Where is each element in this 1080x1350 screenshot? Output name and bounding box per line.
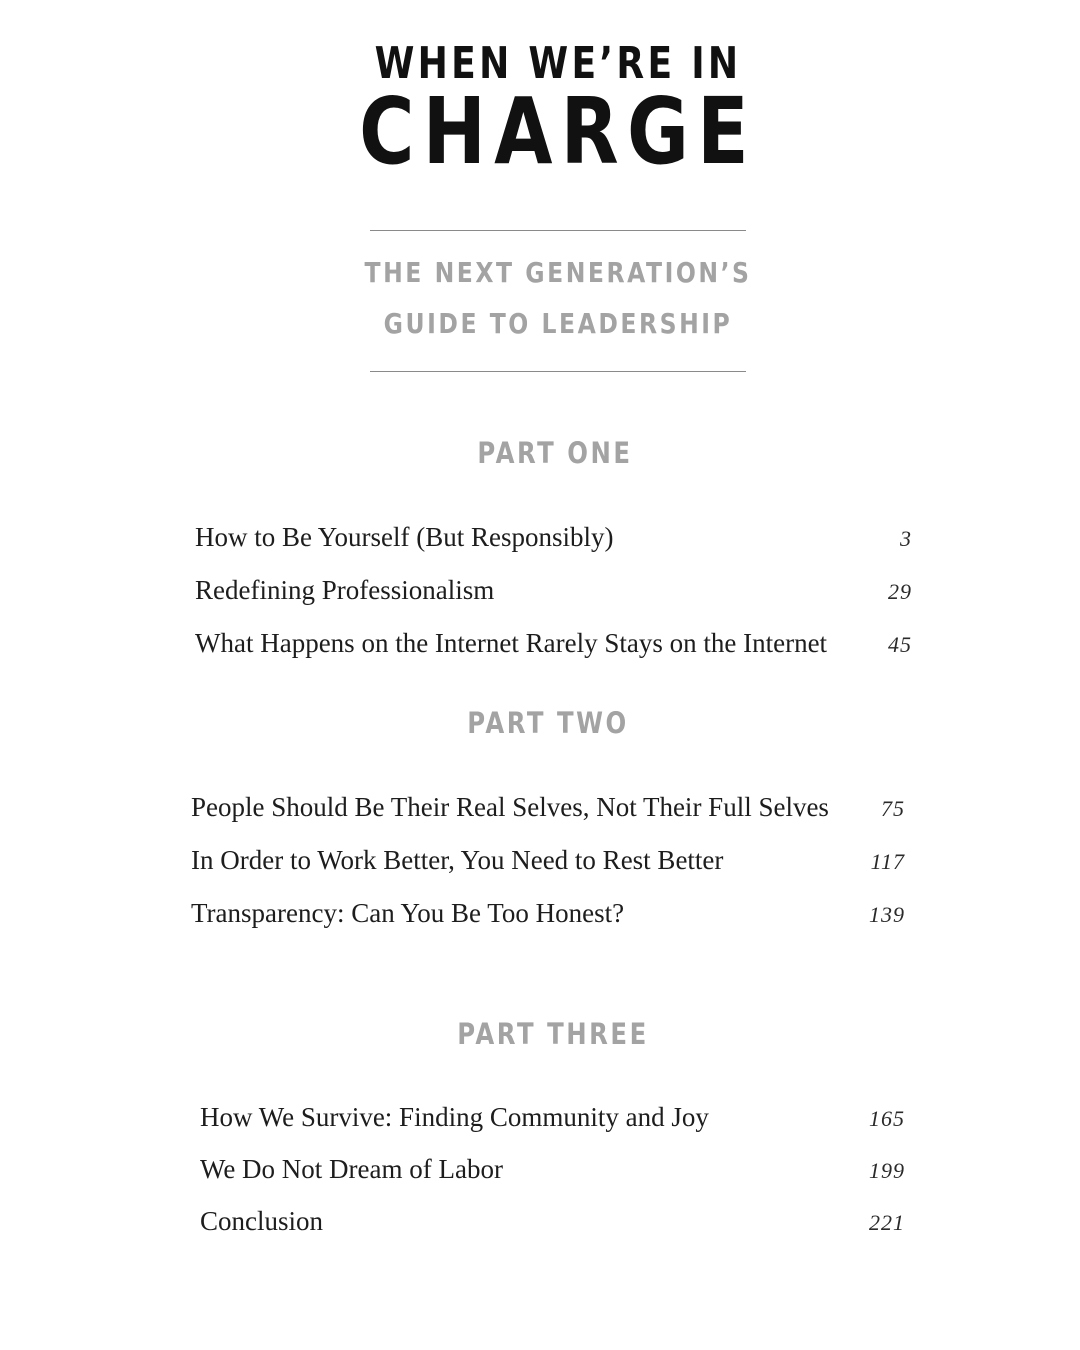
- subtitle-line-2: GUIDE TO LEADERSHIP: [383, 307, 733, 340]
- toc-entry[interactable]: [195, 623, 912, 663]
- chapter-page-number: 165: [869, 1106, 905, 1131]
- toc-entry[interactable]: [200, 1201, 905, 1241]
- chapter-title: How to Be Yourself (But Responsibly): [195, 522, 614, 552]
- chapter-title: What Happens on the Internet Rarely Stays on the Internet: [195, 628, 828, 658]
- chapter-page-number: 221: [869, 1210, 905, 1235]
- chapter-page-number: 117: [870, 849, 905, 874]
- chapter-page-number: 199: [869, 1158, 905, 1183]
- part-three-heading: PART THREE: [457, 1017, 649, 1051]
- chapter-title: How We Survive: Finding Community and Joy: [200, 1102, 709, 1132]
- chapter-page-number: 139: [869, 902, 905, 927]
- part-two-heading: PART TWO: [467, 706, 629, 740]
- toc-entry[interactable]: [200, 1097, 905, 1137]
- book-title-line-2: CHARGE: [359, 78, 757, 185]
- chapter-title: Conclusion: [200, 1206, 324, 1236]
- toc-entry[interactable]: [191, 840, 905, 880]
- chapter-page-number: 29: [888, 579, 912, 604]
- subtitle-line-1: THE NEXT GENERATION’S: [364, 256, 752, 289]
- chapter-title: In Order to Work Better, You Need to Rest Better: [191, 845, 724, 875]
- toc-entry[interactable]: [200, 1149, 905, 1189]
- top-divider: [370, 230, 746, 231]
- bottom-divider: [370, 371, 746, 372]
- toc-entry[interactable]: [191, 787, 905, 827]
- chapter-page-number: 75: [881, 796, 905, 821]
- toc-entry[interactable]: [191, 893, 905, 933]
- book-title-line-1: WHEN WE’RE IN: [374, 38, 742, 89]
- chapter-page-number: 45: [888, 632, 912, 657]
- chapter-title: People Should Be Their Real Selves, Not Their Full Selves: [191, 792, 829, 822]
- chapter-title: We Do Not Dream of Labor: [200, 1154, 503, 1184]
- chapter-title: Transparency: Can You Be Too Honest?: [191, 898, 625, 928]
- part-one-heading: PART ONE: [477, 436, 633, 470]
- toc-entry[interactable]: [195, 570, 912, 610]
- toc-entry[interactable]: [195, 517, 912, 557]
- chapter-page-number: 3: [900, 526, 912, 551]
- chapter-title: Redefining Professionalism: [195, 575, 495, 605]
